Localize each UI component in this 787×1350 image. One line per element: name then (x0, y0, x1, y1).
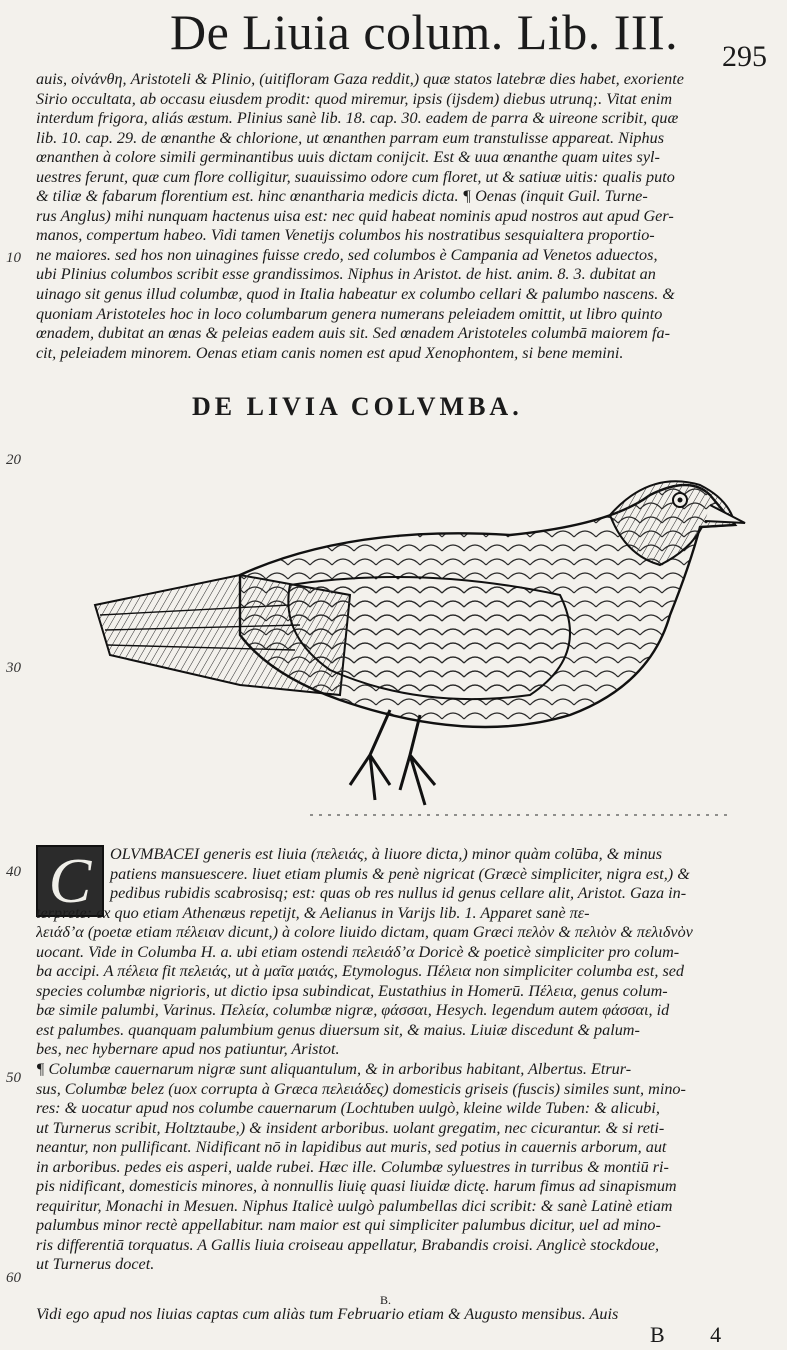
text-line: œnanthen à colore simili germinantibus uuis dictam conijcit. Est & uua œnanthe quam uites syl- (36, 148, 660, 167)
text-line: œnadem, dubitat an œnas & peleias eadem auis sit. Sed œnadem Aristoteles columbā maiorem fa- (36, 324, 670, 343)
text-line: ubi Plinius columbos scribit esse grandissimos. Niphus in Aristot. de hist. anim. 8. 3. dubitat an (36, 265, 656, 284)
text-line: auis, οἰνάνθη, Aristoteli & Plinio, (uitifloram Gaza reddit,) quæ statos latebræ dies habet, exoriente (36, 70, 684, 88)
text-line: bes, nec hybernare apud nos patiuntur, Aristot. (36, 1040, 340, 1059)
text-line: cit, peleiadem minorem. Oenas etiam canis nomen est apud Xenophontem, si bene memini. (36, 343, 624, 362)
text-line: ris differentiā torquatus. A Gallis liuia croiseau appellatur, Brabandis croisi. Anglicè stockdoue, (36, 1235, 660, 1254)
text-line: ba accipi. A πέλεια fit πελειάς, ut à μαῖα μαιάς, Etymologus. Πέλεια non simpliciter columba est, sed (36, 962, 685, 981)
page-number: 295 (722, 40, 767, 73)
running-title: De Liuia colum. Lib. III. (170, 4, 679, 60)
text-line: species columbæ nigrioris, ut dictio ipsa subindicat, Eustathius in Homerū. Πέλεια, genus colum- (36, 981, 668, 1000)
section-heading: DE LIVIA COLVMBA. (192, 392, 523, 421)
text-line: palumbus minor rectè appellabitur. nam maior est qui simpliciter palumbus dicitur, uel ad mino- (36, 1216, 661, 1235)
text-line: Vidi ego apud nos liuias captas cum aliàs tum Februario etiam & Augusto mensibus. Auis (36, 1305, 619, 1323)
line-number-30: 30 (6, 660, 21, 676)
top-text-block (36, 70, 770, 363)
drop-cap-letter: C (48, 845, 92, 916)
text-line: est palumbes. quanquam palumbium genus diuersum sit, & maius. Liuiæ discedunt & palum- (36, 1020, 640, 1039)
text-line: pedibus rubidis scabrosisq; est: quas ob res nullus id genus cellare alit, Aristot. Gaza in- (110, 884, 687, 903)
line-number-40: 40 (6, 864, 21, 880)
text-line: uinago sit genus illud columbæ, quod in Italia habeatur ex columbo cellari & palumbo nascens. & (36, 285, 675, 304)
text-line: sus, Columbæ belez (uox corrupta à Græca πελειάδες) domesticis griseis (fuscis) similes sunt, mino- (36, 1079, 686, 1098)
text-line: pis nidificant, domesticis minores, à nonnullis liuię quasi liuidæ dictę. harum fimus ad sinapismum (36, 1177, 677, 1196)
text-line: uocant. Vide in Columba H. a. ubi etiam ostendi πελειάδ’α Doricè & poeticè simpliciter pro colum- (36, 942, 680, 961)
text-line: quoniam Aristoteles hoc in loco columbarum genera numerans peleiadem omittit, ut libro quinto (36, 304, 663, 323)
text-line: λειάδ’α (poetæ etiam πέλειαν dicunt,) à colore liuido dictam, quam Græci πελὸν & πελιὸν & πελιδνὸν (36, 923, 693, 942)
text-line: ne maiores. sed hos non uinagines fuisse credo, sed columbos è Campania ad Venetos aduectos, (36, 245, 658, 264)
text-line: ut Turnerus docet. (36, 1255, 155, 1274)
text-line: bæ simile palumbi, Varinus. Πελεία, columbæ nigræ, φάσσαι, Hesych. legendum autem φάσσαι, id (36, 1001, 670, 1020)
text-line: ut Turnerus scribit, Holtztaube,) & insident arboribus. uolant gregatim, nec cicurantur. & si reti- (36, 1118, 665, 1137)
text-line: & tiliæ & fabarum florentium est. hinc œnantharia medicis dicta. ¶ Oenas (inquit Guil. Turne- (36, 187, 648, 206)
text-line: requiritur, Monachi in Mesuen. Niphus Italicè uulgò palumbellas dici scribit: & sanè Latinè etiam (36, 1196, 673, 1215)
page-header (0, 0, 787, 73)
text-line: manos, compertum habeo. Vidi tamen Venetijs columbos his nostratibus sesquialtera proportio- (36, 226, 655, 245)
text-line: patiens mansuescere. liuet etiam plumis & penè nigricat (Græcè simpliciter, nigra est,) & (110, 864, 690, 883)
signature-mark: B. (380, 1293, 392, 1307)
text-line: ¶ Columbæ cauernarum nigræ sunt aliquantulum, & in arboribus habitant, Albertus. Etrur- (36, 1060, 632, 1079)
lower-text-block (36, 845, 770, 1275)
line-number-50: 50 (6, 1070, 21, 1086)
line-number-60: 60 (6, 1270, 21, 1286)
text-line: OLVMBACEI generis est liuia (πελειάς, à liuore dicta,) minor quàm colūba, & minus (110, 845, 663, 863)
text-line: rus Anglus) mihi nunquam hactenus uisa est: nec quid habeat nominis apud nostros aut apud Ger- (36, 206, 674, 225)
text-line: interdum frigora, aliás æstum. Plinius sanè lib. 18. cap. 30. eadem de parra & uireone scribit, quæ (36, 109, 679, 128)
line-number-10: 10 (6, 250, 21, 266)
text-line: terprete: ex quo etiam Athenæus repetijt, & Aelianus in Varijs lib. 1. Apparet sanè πε- (36, 903, 590, 922)
text-line: Sirio occultata, ab occasu eiusdem prodit: quod miremur, ipsis (ijsdem) diebus utrunq;. Vitat enim (36, 89, 673, 108)
text-line: res: & uocatur apud nos columbe cauernarum (Lochtuben uulgò, kleine wilde Tuben: & alicubi, (36, 1099, 660, 1118)
text-line: in arboribus. pedes eis asperi, ualde rubei. Hæc ille. Columbæ syluestres in turribus & montiū ri- (36, 1157, 669, 1176)
text-line: uestres ferunt, quæ cum flore colligitur, suauissimo odore cum floret, ut & satiuæ uitis: qualis puto (36, 167, 675, 186)
footer-signature: B 4 (650, 1322, 742, 1347)
text-line: neantur, non pullificant. Nidificant nō in lapidibus aut muris, sed potius in cauernis arborum, aut (36, 1138, 667, 1157)
text-line: lib. 10. cap. 29. de œnanthe & chlorione, ut œnanthen parram eum transtulisse appareat. Niphus (36, 128, 664, 147)
line-number-20: 20 (6, 452, 21, 468)
pigeon-woodcut-illustration (90, 455, 750, 825)
